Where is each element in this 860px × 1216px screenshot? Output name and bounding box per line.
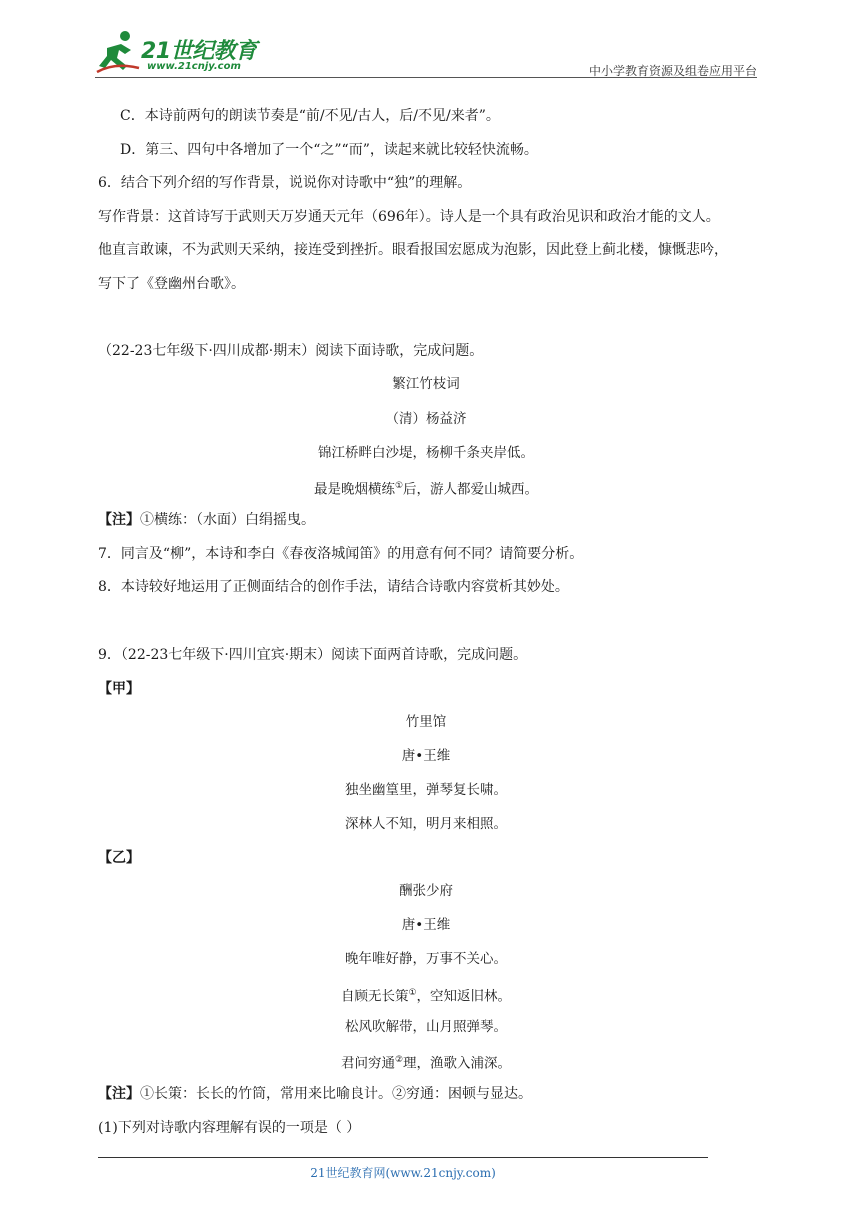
logo xyxy=(95,28,265,76)
header-divider xyxy=(95,77,757,78)
logo-text: 21世纪教育 xyxy=(141,39,257,64)
option-d: D．第三、四句中各增加了一个“之”“而”，读起来就比较轻快流畅。 xyxy=(120,142,538,158)
label-yi: 【乙】 xyxy=(98,850,140,866)
poem1-title: 繁江竹枝词 xyxy=(392,376,460,392)
poem3-line-1: 晚年唯好静，万事不关心。 xyxy=(345,951,507,967)
poem2-line-1: 独坐幽篁里，弹琴复长啸。 xyxy=(345,782,507,798)
runner-logo-icon xyxy=(95,28,143,74)
footer-link[interactable]: 21世纪教育网(www.21cnjy.com) xyxy=(310,1166,496,1180)
poem3-line-4-b: 理，渔歌入浦深。 xyxy=(403,1055,512,1072)
poem1-line-1: 锦江桥畔白沙堤，杨柳千条夹岸低。 xyxy=(318,445,534,461)
note-1-tag: 【注】 xyxy=(98,512,140,528)
poem2-title: 竹里馆 xyxy=(405,714,447,730)
option-c: C．本诗前两句的朗读节奏是“前/不见/古人，后/不见/来者”。 xyxy=(120,108,500,124)
question-9: 9．（22-23七年级下·四川宜宾·期末）阅读下面两首诗歌，完成问题。 xyxy=(98,647,528,663)
poem3-line-2-b: ，空知返旧林。 xyxy=(416,988,512,1005)
footnote-marker-2: ① xyxy=(408,988,417,998)
poem3-author: 唐•王维 xyxy=(401,917,451,933)
logo-url: www.21cnjy.com xyxy=(147,61,241,72)
platform-label: 中小学教育资源及组卷应用平台 xyxy=(588,64,757,78)
background-line-2: 他直言敢谏，不为武则天采纳，接连受到挫折。眼看报国宏愿成为泡影，因此登上蓟北楼，慷慨悲吟， xyxy=(98,242,728,258)
question-7: 7．同言及“柳”，本诗和李白《春夜洛城闻笛》的用意有何不同？请简要分析。 xyxy=(98,546,584,562)
poem1-line-2 xyxy=(95,476,757,500)
poem3-line-4-a: 君问穷通 xyxy=(340,1055,395,1072)
note-2-tag: 【注】 xyxy=(98,1086,140,1102)
background-line-3: 写下了《登幽州台歌》。 xyxy=(98,276,245,292)
question-6: 6．结合下列介绍的写作背景，说说你对诗歌中“独”的理解。 xyxy=(98,175,472,191)
note-2-text: ①长策：长长的竹筒，常用来比喻良计。②穷通：困顿与显达。 xyxy=(140,1086,532,1102)
question-8: 8．本诗较好地运用了正侧面结合的创作手法，请结合诗歌内容赏析其妙处。 xyxy=(98,579,569,595)
poem2-author: 唐•王维 xyxy=(401,748,451,764)
page-header xyxy=(95,28,757,80)
poem1-line-2-a: 最是晚烟横练 xyxy=(313,481,395,498)
footer-divider xyxy=(98,1157,708,1158)
poem2-line-2: 深林人不知，明月来相照。 xyxy=(345,816,507,832)
label-jia: 【甲】 xyxy=(98,681,140,697)
reading-intro-1: （22-23七年级下·四川成都·期末）阅读下面诗歌，完成问题。 xyxy=(98,343,484,359)
poem3-title: 酬张少府 xyxy=(399,883,453,899)
footnote-marker-1: ① xyxy=(394,481,404,491)
note-1 xyxy=(98,510,315,530)
poem3-line-2-a: 自顾无长策 xyxy=(340,988,409,1005)
poem1-author: （清）杨益济 xyxy=(385,411,467,427)
poem3-line-4 xyxy=(95,1050,757,1074)
note-1-text: ①横练：（水面）白绢摇曳。 xyxy=(140,512,315,528)
poem3-line-3: 松风吹解带，山月照弹琴。 xyxy=(345,1019,507,1035)
footnote-marker-3: ② xyxy=(394,1055,404,1065)
poem3-line-2 xyxy=(95,983,757,1007)
background-line-1: 写作背景：这首诗写于武则天万岁通天元年（696年）。诗人是一个具有政治见识和政治才能的文人。 xyxy=(98,209,720,225)
question-9-1: (1)下列对诗歌内容理解有误的一项是（ ） xyxy=(98,1120,361,1136)
poem1-line-2-b: 后，游人都爱山城西。 xyxy=(403,481,539,498)
note-2 xyxy=(98,1084,532,1104)
